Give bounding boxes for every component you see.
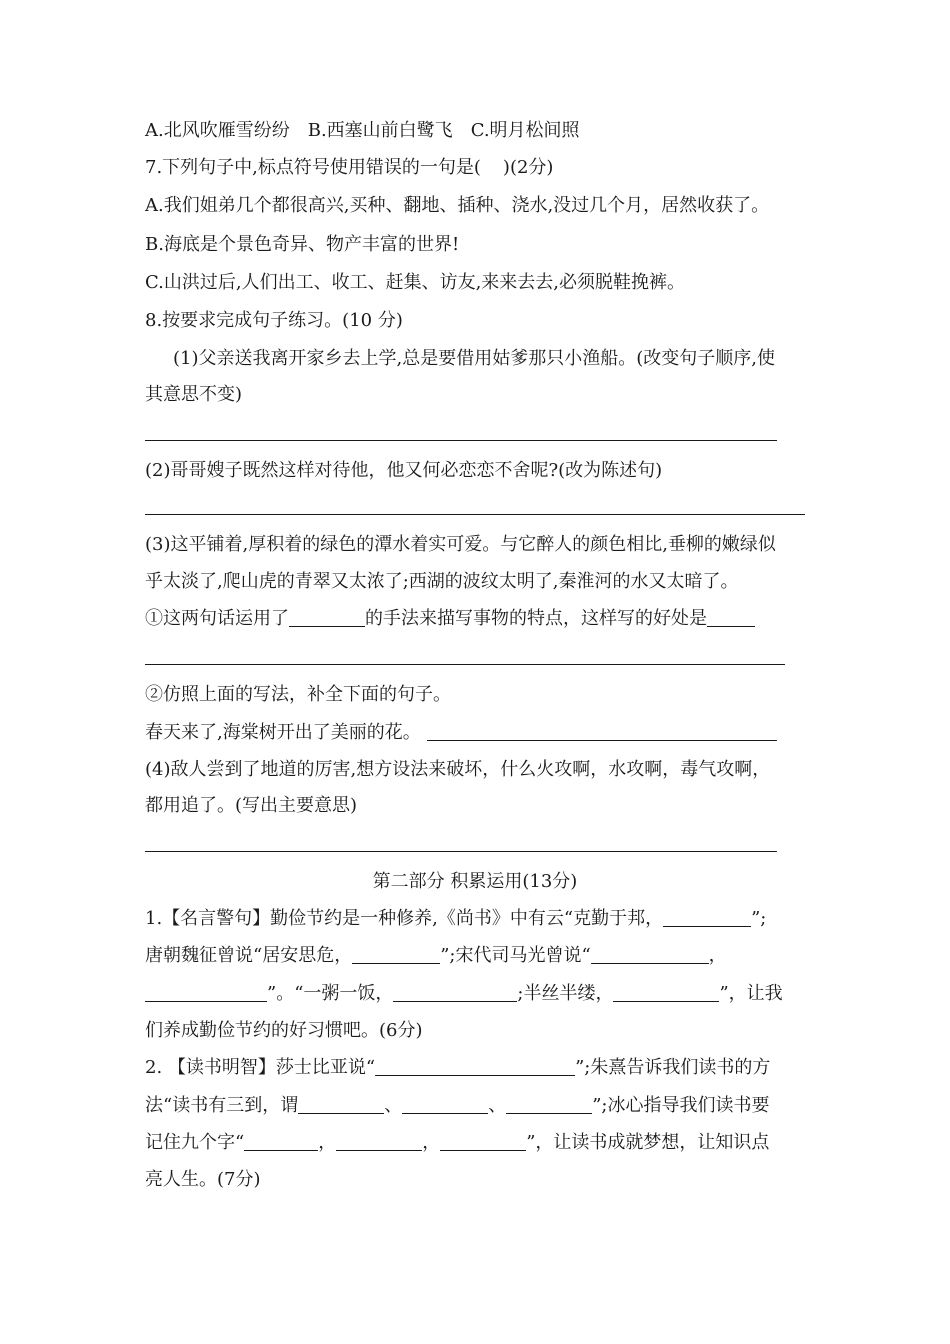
q2-blank-2[interactable] — [298, 1093, 384, 1114]
part2-q2-line4: 亮人生。(7分) — [145, 1169, 261, 1190]
q8-s4-line1: (4)敌人尝到了地道的厉害,想方设法来破坏，什么火攻啊，水攻啊，毒气攻啊， — [145, 759, 771, 780]
q2-blank-5[interactable] — [244, 1130, 318, 1151]
q6-option-c: C.明月松间照 — [470, 120, 580, 141]
q1-blank-4[interactable] — [145, 981, 267, 1002]
q8-s2-answer-line[interactable] — [145, 514, 805, 515]
q7-option-c: C.山洪过后,人们出工、收工、赶集、访友,来来去去,必须脱鞋挽裤。 — [145, 272, 686, 293]
q8-s3-technique-blank[interactable] — [289, 606, 365, 627]
q8-s3-q2: ②仿照上面的写法，补全下面的句子。 — [145, 684, 451, 705]
q8-s3-line2: 乎太淡了,爬山虎的青翠又太浓了;西湖的波纹太明了,秦淮河的水又太暗了。 — [145, 571, 739, 592]
q1-blank-2[interactable] — [352, 943, 440, 964]
part2-q2-line3: 记住九个字“ ， ， ”，让读书成就梦想，让知识点 — [145, 1132, 770, 1153]
q1-blank-3[interactable] — [591, 943, 709, 964]
q8-s3-benefit-line[interactable] — [145, 664, 785, 665]
q2-blank-6[interactable] — [336, 1130, 422, 1151]
q8-s3-q2-sentence: 春天来了,海棠树开出了美丽的花。 — [145, 720, 777, 746]
q1-blank-6[interactable] — [613, 981, 719, 1002]
part2-q1-line1: 1.【名言警句】勤俭节约是一种修养,《尚书》中有云“克勤于邦， ”; — [145, 908, 767, 929]
q8-s4-answer-line[interactable] — [145, 851, 777, 852]
q8-s1-answer-line[interactable] — [145, 440, 777, 441]
q2-blank-1[interactable] — [375, 1055, 575, 1076]
q8-s1-line2: 其意思不变) — [145, 384, 243, 405]
q6-option-b: B.西塞山前白鹭飞 — [307, 120, 453, 141]
q8-title: 8.按要求完成句子练习。(10 分) — [145, 310, 403, 331]
q7-option-a: A.我们姐弟几个都很高兴,买种、翻地、插种、浇水,没过几个月，居然收获了。 — [145, 195, 770, 216]
q2-blank-3[interactable] — [402, 1093, 488, 1114]
q8-s1-line1: (1)父亲送我离开家乡去上学,总是要借用姑爹那只小渔船。(改变句子顺序,使 — [173, 348, 775, 369]
part2-heading: 第二部分 积累运用(13分) — [372, 871, 578, 892]
q8-s3-imitation-blank[interactable] — [427, 720, 777, 741]
q6-option-a: A.北风吹雁雪纷纷 — [145, 120, 290, 141]
q2-blank-7[interactable] — [440, 1130, 526, 1151]
part2-q1-line2: 唐朝魏征曾说“居安思危， ”;宋代司马光曾说“ ， — [145, 945, 727, 966]
part2-q2-line1: 2. 【读书明智】莎士比亚说“ ”;朱熹告诉我们读书的方 — [145, 1057, 771, 1078]
part2-q2-line2: 法“读书有三到，谓 、 、 ”;冰心指导我们读书要 — [145, 1095, 770, 1116]
q7-stem: 7.下列句子中,标点符号使用错误的一句是( )(2分) — [145, 157, 554, 178]
q8-s2: (2)哥哥嫂子既然这样对待他，他又何必恋恋不舍呢?(改为陈述句) — [145, 460, 663, 481]
q6-options — [145, 118, 580, 144]
part2-q1-line3: ”。“一粥一饭， ;半丝半缕， ”，让我 — [145, 981, 783, 1007]
q2-blank-4[interactable] — [506, 1093, 592, 1114]
q1-blank-5[interactable] — [393, 981, 517, 1002]
q8-s3-q1: ①这两句话运用了 的手法来描写事物的特点，这样写的好处是 — [145, 606, 755, 632]
q8-s3-benefit-blank[interactable] — [707, 606, 755, 627]
q1-blank-1[interactable] — [663, 906, 751, 927]
q8-s4-line2: 都用追了。(写出主要意思) — [145, 795, 358, 816]
q7-option-b: B.海底是个景色奇异、物产丰富的世界! — [145, 234, 460, 255]
part2-q1-line4: 们养成勤俭节约的好习惯吧。(6分) — [145, 1020, 423, 1041]
q8-s3-line1: (3)这平铺着,厚积着的绿色的潭水着实可爱。与它醉人的颜色相比,垂柳的嫩绿似 — [145, 534, 776, 555]
